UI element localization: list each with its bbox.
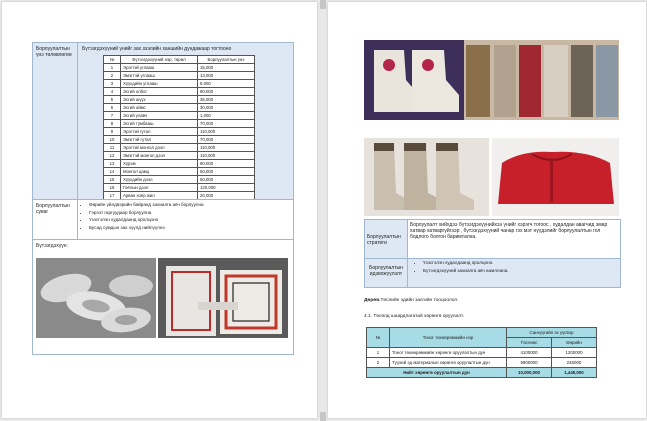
product-price: 80,000 [198,88,255,96]
sales-table-row [104,80,255,88]
sales-table-header [104,56,255,64]
channel-item: • Өөрийн үйлдвэрийн байранд захиалга авч борлуулна [89,201,204,209]
header-price: Борлуулалтын үнэ [198,56,255,64]
product-price: 70,000 [198,136,255,144]
cost-project: 5900000 [507,358,552,368]
cost-name: Түүхий эд материалын хөрөнгө оруулалтын дүн [390,358,507,368]
cost-header-source: Санхүүгийн эх үүсвэр [507,328,597,338]
cost-total-label: Нийт хөрөнгө оруулалтын дүн [367,368,507,378]
product-price: 110,000 [198,128,255,136]
sales-table-row [104,144,255,152]
product-name: Эрэгтэй гутал [121,128,198,136]
row-number: 9 [104,128,121,136]
investment-table [366,327,597,378]
sales-table-row [104,64,255,72]
product-price: 30,000 [198,104,255,112]
product-price: 20,000 [198,192,255,200]
cost-total-own: 1,445,000 [552,368,597,378]
cost-header-name: Тоног төхөөрөмжийн нэр [390,328,507,348]
promo-item: • Үзэсгэлэн худалдаанд оролцоно. [423,259,509,267]
sales-table-row [104,176,255,184]
product-name: Хүрэм [121,160,198,168]
felt-boots-photo [364,138,489,216]
row-number: 1 [104,64,121,72]
row-number: 11 [104,144,121,152]
sales-table-row [104,160,255,168]
product-name: Эсгий тумбааш [121,120,198,128]
sales-plan-box [32,42,294,355]
clothing-photo [364,40,619,120]
sales-price-table [103,55,255,200]
cost-row [367,358,597,368]
product-name: Арван хоёр жил [121,192,198,200]
promo-list [414,259,509,274]
row-number: 17 [104,192,121,200]
product-price: 13,000 [198,72,255,80]
promo-label: Борлуулалтын идэвхжүүлэлт [369,265,403,277]
cost-header-row [367,328,597,338]
row-number: 15 [104,176,121,184]
product-price: 8,000 [198,80,255,88]
product-name: Эмэгтэй углааш [121,72,198,80]
sales-table-row [104,104,255,112]
sales-table-row [104,152,255,160]
sales-table-row [104,184,255,192]
cost-own: 1200000 [552,348,597,358]
cost-no: 1 [367,348,390,358]
product-price: 50,000 [198,176,255,184]
product-name: Эрэгтэй монгол дээл [121,144,198,152]
product-price: 110,000 [198,144,255,152]
product-name: Хүүхдийн дээл [121,176,198,184]
section-number: Дөрөв. [364,298,381,303]
felt-slippers-photo [36,258,156,338]
page-gap-marker [320,412,326,421]
sales-table-row [104,72,255,80]
product-name: Эмэгтэй гутал [121,136,198,144]
product-price: 110,000 [198,152,255,160]
sales-table-row [104,168,255,176]
sales-channel-label: Борлуулалтын суваг [36,203,70,215]
products-label: Бүтээгдэхүүн: [36,243,68,249]
document-page-1 [2,2,317,418]
product-name: Эсгий оймс [121,104,198,112]
product-name: Гоёлын дээл [121,184,198,192]
sales-table-row [104,128,255,136]
row-divider [33,199,293,200]
row-number: 2 [104,72,121,80]
product-name: Эмэгтэй монгол дээл [121,152,198,160]
section-title: Төслийн эдийн засгийн тооцоолол. [380,298,459,303]
row-number: 14 [104,168,121,176]
product-price: 15,000 [198,64,255,72]
product-price: 50,000 [198,168,255,176]
row-number: 8 [104,120,121,128]
product-price: 80,000 [198,160,255,168]
product-price: 1,000 [198,112,255,120]
cost-no: 2 [367,358,390,368]
cost-project: 4100000 [507,348,552,358]
sales-price-label: Борлуулалтын үнэ төлөвлөгөө [36,46,72,58]
sales-table-row [104,88,255,96]
product-name: Хүүхдийн углааш [121,80,198,88]
cost-row [367,348,597,358]
strategy-label: Борлуулалтын стратеги [367,234,401,246]
red-garment-photo [492,138,619,216]
sales-table-row [104,112,255,120]
section-heading [364,297,458,304]
header-product: Бүтээгдэхүүний нэр, төрөл [121,56,198,64]
row-number: 16 [104,184,121,192]
felt-rugs-photo [158,258,288,338]
channel-item: • Бусад сумдын зах хүүлд нийлүүлнэ [89,224,204,232]
sales-channel-list [80,201,204,231]
row-number: 5 [104,96,121,104]
sales-table-row [104,96,255,104]
product-name: Эсгий улавч [121,112,198,120]
cost-total-row [367,368,597,378]
subsection-heading: 4.1. Төсөлд шаардлагатай хөрөнгө оруулалт. [364,314,465,319]
document-page-2 [328,2,646,418]
channel-item: • Үзэсгэлэн худалдаанд оролцоно [89,216,204,224]
product-price: 35,000 [198,96,255,104]
cost-header-no: № [367,328,390,348]
product-name: Монгол цамц [121,168,198,176]
header-no: № [104,56,121,64]
cost-own: 245000 [552,358,597,368]
page-gap-marker [320,0,326,9]
strategy-text: Борлуулалт хийхдээ бүтээгдэхүүнийхээ үнийг хэрэгч тогоос , худалдан авагчид эмар хатвар хатваргүйгээр , бүтээгдэхүүний чанар гэх мэт нүүдэлийг борлуулалтын гол бодлого болгон баримтална. [410,222,608,240]
row-number: 12 [104,152,121,160]
channel-item: • Гэрээт гаргуудаар борлуулна [89,209,204,217]
cost-total-project: 10,000,000 [507,368,552,378]
column-divider [77,199,78,239]
cost-header-project: Төслөөс [507,338,552,348]
promo-item: • Бүтээгдэхүүний захиалга авч ажиллана. [423,267,509,275]
row-number: 10 [104,136,121,144]
product-price: 120,000 [198,184,255,192]
sales-table-row [104,136,255,144]
cost-name: Тоног төхөөрөмжийн хөрөнгө оруулалтын дүн [390,348,507,358]
product-name: Эрэгтэй углааш [121,64,198,72]
product-price: 70,000 [198,120,255,128]
column-divider [77,43,78,199]
row-number: 6 [104,104,121,112]
product-name: Эсгий шүүх [121,96,198,104]
row-number: 3 [104,80,121,88]
sales-table-row [104,120,255,128]
sales-price-title: Бүтээгдэхүүний үнийг зах зээлийн ханшийн дундажаар тогтооно [82,46,232,52]
product-name: Эсгий олбог [121,88,198,96]
row-number: 13 [104,160,121,168]
row-number: 7 [104,112,121,120]
cost-header-own: Өөрийн [552,338,597,348]
row-divider [33,239,293,240]
row-number: 4 [104,88,121,96]
